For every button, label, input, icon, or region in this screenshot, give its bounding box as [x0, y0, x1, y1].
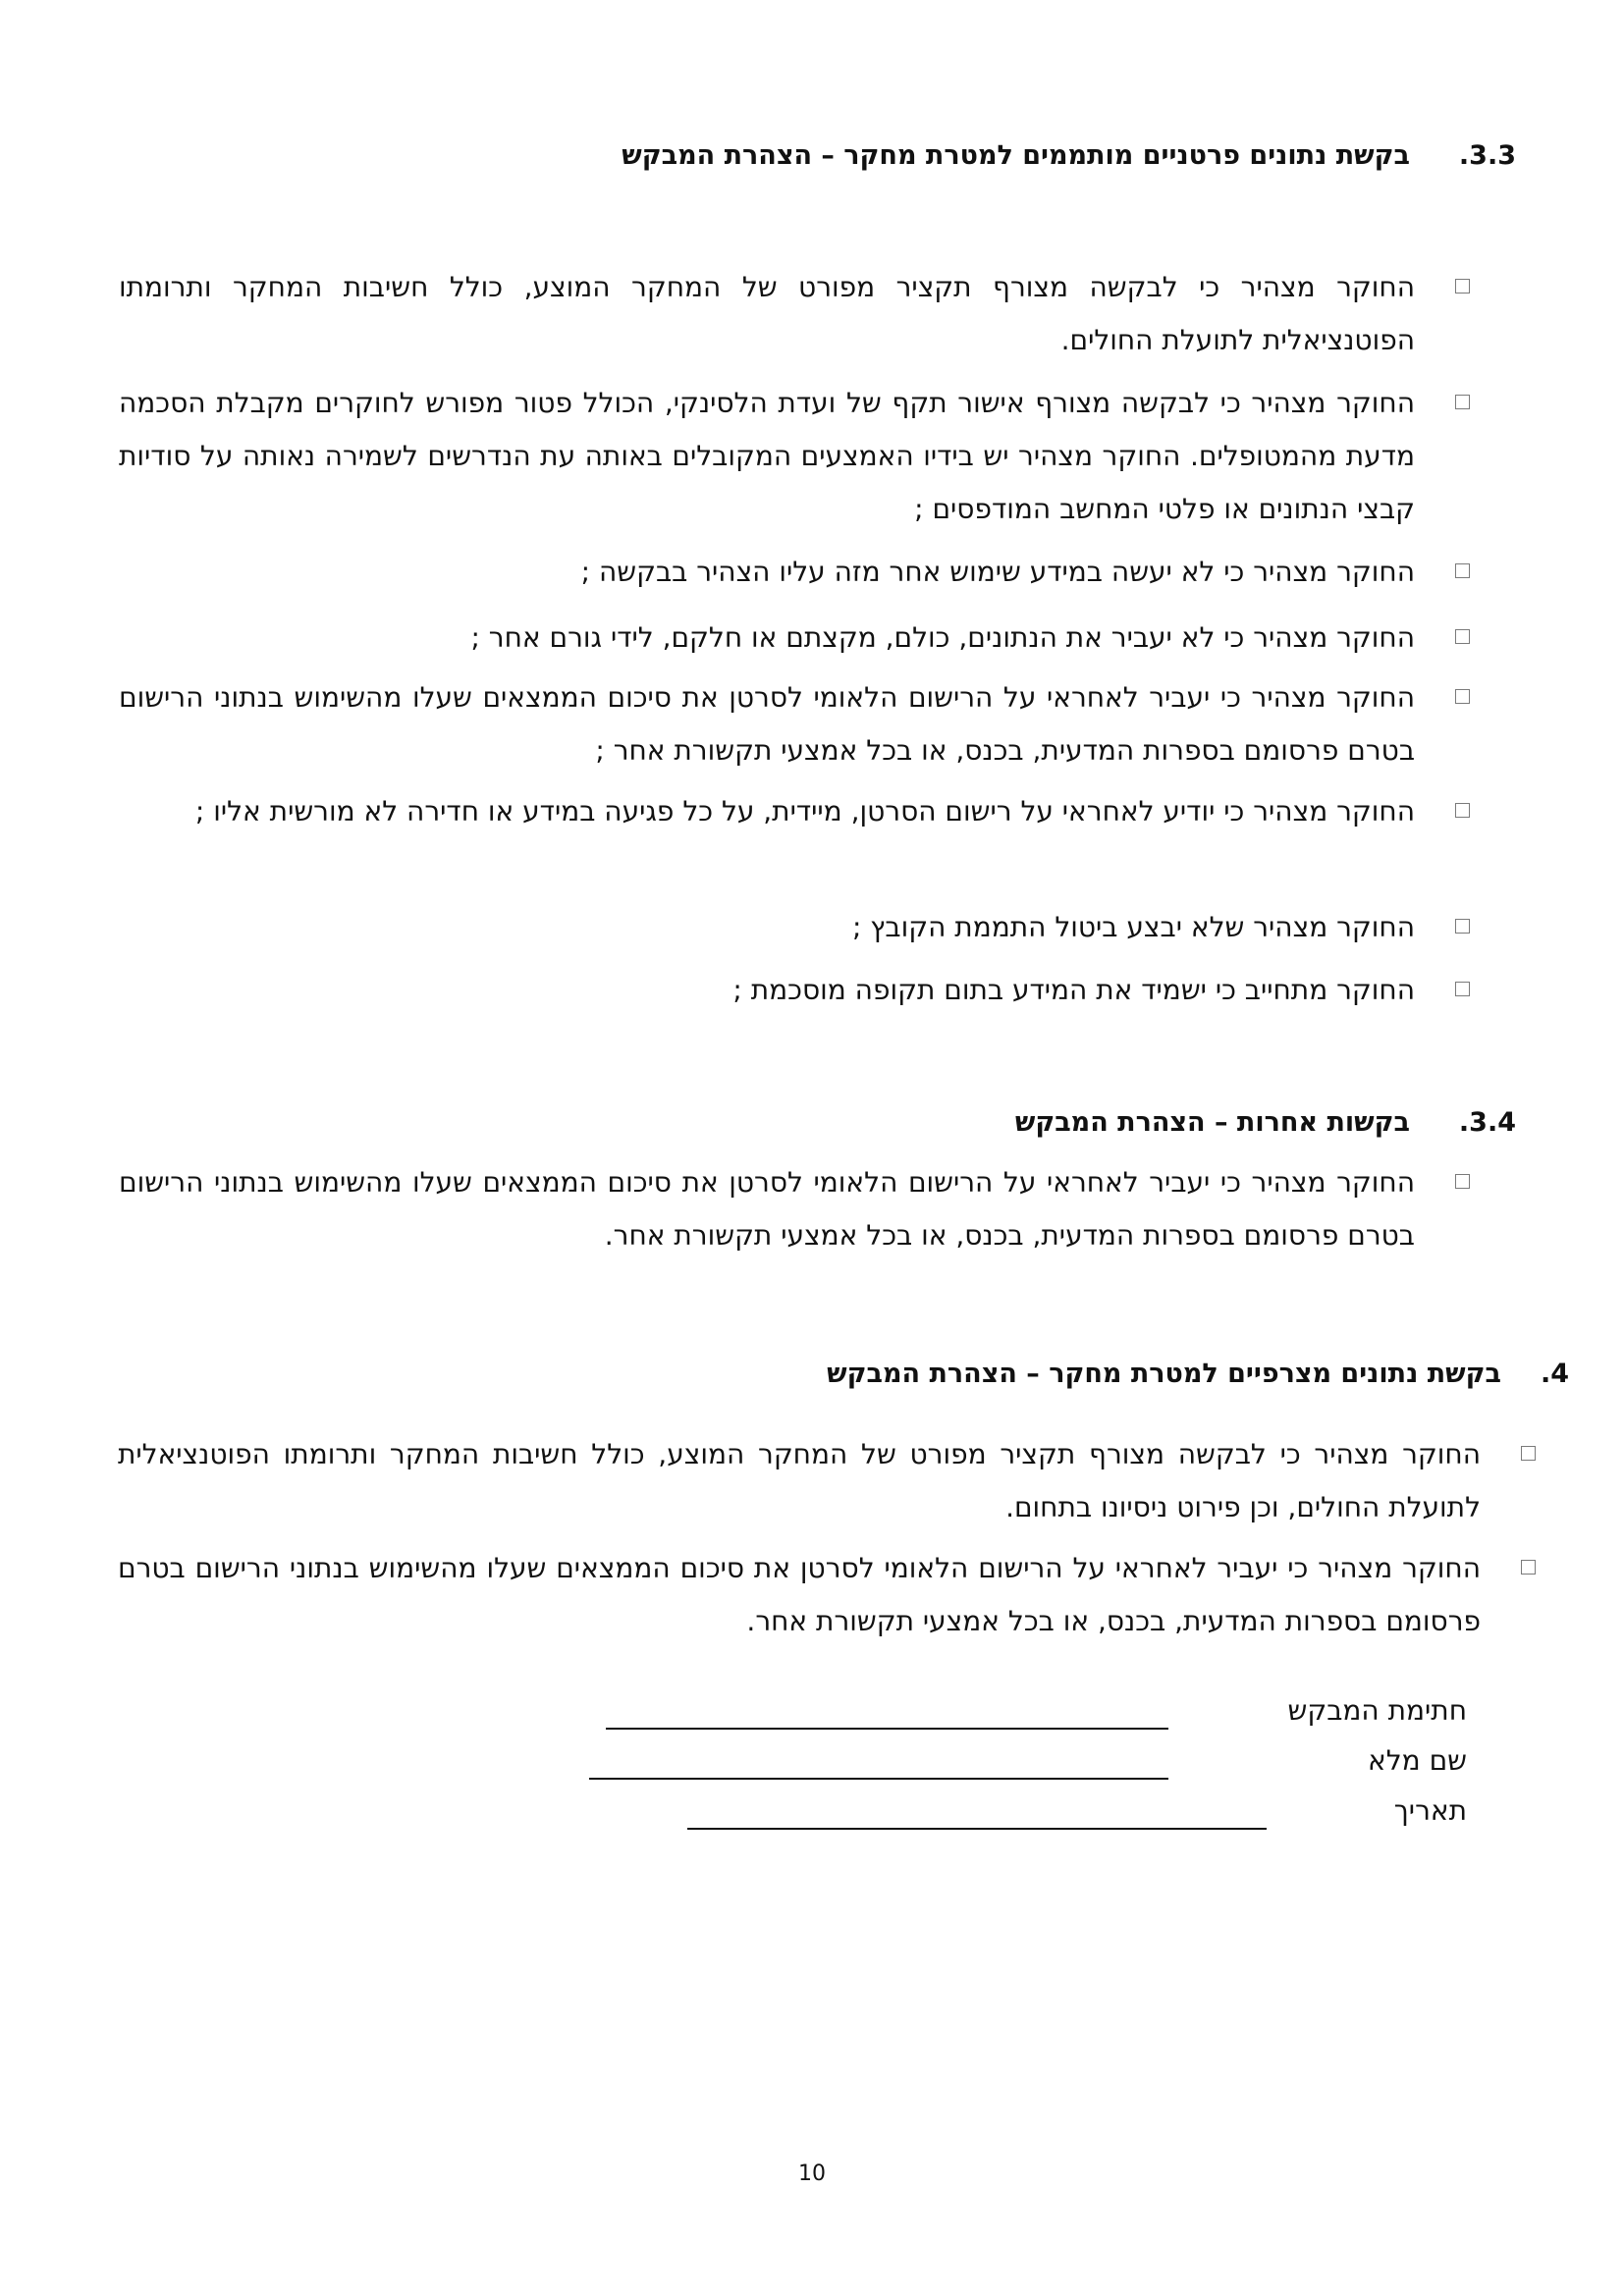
date-line[interactable]	[687, 1828, 1267, 1830]
item-text: החוקר מצהיר כי יעביר לאחראי על הרישום הלאומי לסרטן את סיכום הממצאים שעלו מהשימוש בנתוני הרישום בטרם פרסומם בספרות המדעית, בכנס, או בכל אמצעי תקשורת אחר ;	[119, 681, 1415, 767]
item-text: החוקר מצהיר כי יודיע לאחראי על רישום הסרטן, מיידית, על כל פגיעה במידע או חדירה לא מורשית אליו ;	[194, 795, 1415, 828]
checkbox[interactable]	[1455, 629, 1470, 644]
section-number: .4	[1540, 1359, 1569, 1389]
checklist-item	[119, 785, 1415, 838]
checkbox[interactable]	[1455, 563, 1470, 578]
section-title: בקשות אחרות – הצהרת המבקש	[1014, 1107, 1410, 1138]
item-text: החוקר מצהיר כי לבקשה מצורף אישור תקף של ועדת הלסינקי, הכולל פטור מפורש לחוקרים מקבלת הסכמה מדעת מהמטופלים. החוקר מצהיר יש בידיו האמצעים המקובלים באותה עת הנדרשים לשמירה נאותה על סודיות קבצי הנתונים או פלטי המחשב המודפסים ;	[119, 387, 1415, 525]
item-text: החוקר מתחייב כי ישמיד את המידע בתום תקופה מוסכמת ;	[732, 974, 1415, 1006]
checkbox[interactable]	[1455, 689, 1470, 704]
section-number: .3.3	[1458, 140, 1516, 171]
date-label: תאריך	[1393, 1794, 1467, 1827]
checkbox[interactable]	[1455, 919, 1470, 934]
section-title: בקשת נתונים פרטניים מותממים למטרת מחקר – הצהרת המבקש	[622, 140, 1410, 171]
checkbox[interactable]	[1455, 279, 1470, 294]
checklist-item	[119, 1156, 1415, 1262]
full-name-row	[0, 1741, 1624, 1781]
item-text: החוקר מצהיר כי יעביר לאחראי על הרישום הלאומי לסרטן את סיכום הממצאים שעלו מהשימוש בנתוני הרישום בטרם פרסומם בספרות המדעית, בכנס, או בכל אמצעי תקשורת אחר.	[119, 1166, 1415, 1252]
checklist-item	[119, 546, 1415, 599]
item-text: החוקר מצהיר שלא יבצע ביטול התממת הקובץ ;	[851, 911, 1415, 943]
full-name-line[interactable]	[589, 1778, 1168, 1780]
item-text: החוקר מצהיר כי לבקשה מצורף תקציר מפורט של המחקר המוצע, כולל חשיבות המחקר ותרומתו הפוטנציאלית לתועלת החולים, וכן פירוט ניסיונו בתחום.	[118, 1438, 1481, 1523]
signature-row	[0, 1691, 1624, 1731]
checkbox[interactable]	[1521, 1446, 1536, 1461]
checklist-item	[119, 377, 1415, 536]
signature-label: חתימת המבקש	[1287, 1694, 1467, 1727]
signature-line[interactable]	[606, 1728, 1168, 1730]
checklist-item	[119, 261, 1415, 367]
checklist-item	[118, 1542, 1481, 1648]
item-text: החוקר מצהיר כי לבקשה מצורף תקציר מפורט של המחקר המוצע, כולל חשיבות המחקר ותרומתו הפוטנציאלית לתועלת החולים.	[119, 271, 1415, 356]
item-text: החוקר מצהיר כי לא יעביר את הנתונים, כולם, מקצתם או חלקם, לידי גורם אחר ;	[470, 621, 1415, 654]
checkbox[interactable]	[1455, 1174, 1470, 1189]
checkbox[interactable]	[1455, 982, 1470, 996]
checklist-item	[119, 671, 1415, 777]
checkbox[interactable]	[1455, 803, 1470, 818]
full-name-label: שם מלא	[1368, 1744, 1467, 1777]
checklist-item	[119, 964, 1415, 1017]
item-text: החוקר מצהיר כי לא יעשה במידע שימוש אחר מזה עליו הצהיר בבקשה ;	[580, 556, 1415, 588]
section-number: .3.4	[1458, 1107, 1516, 1138]
checklist-item	[119, 901, 1415, 954]
checkbox[interactable]	[1455, 395, 1470, 409]
checklist-item	[118, 1428, 1481, 1534]
section-title: בקשת נתונים מצרפיים למטרת מחקר – הצהרת המבקש	[827, 1359, 1501, 1389]
page-number: 10	[798, 2162, 826, 2186]
item-text: החוקר מצהיר כי יעביר לאחראי על הרישום הלאומי לסרטן את סיכום הממצאים שעלו מהשימוש בנתוני הרישום בטרם פרסומם בספרות המדעית, בכנס, או בכל אמצעי תקשורת אחר.	[118, 1552, 1481, 1637]
date-row	[0, 1791, 1624, 1831]
checkbox[interactable]	[1521, 1560, 1536, 1575]
checklist-item	[119, 612, 1415, 665]
